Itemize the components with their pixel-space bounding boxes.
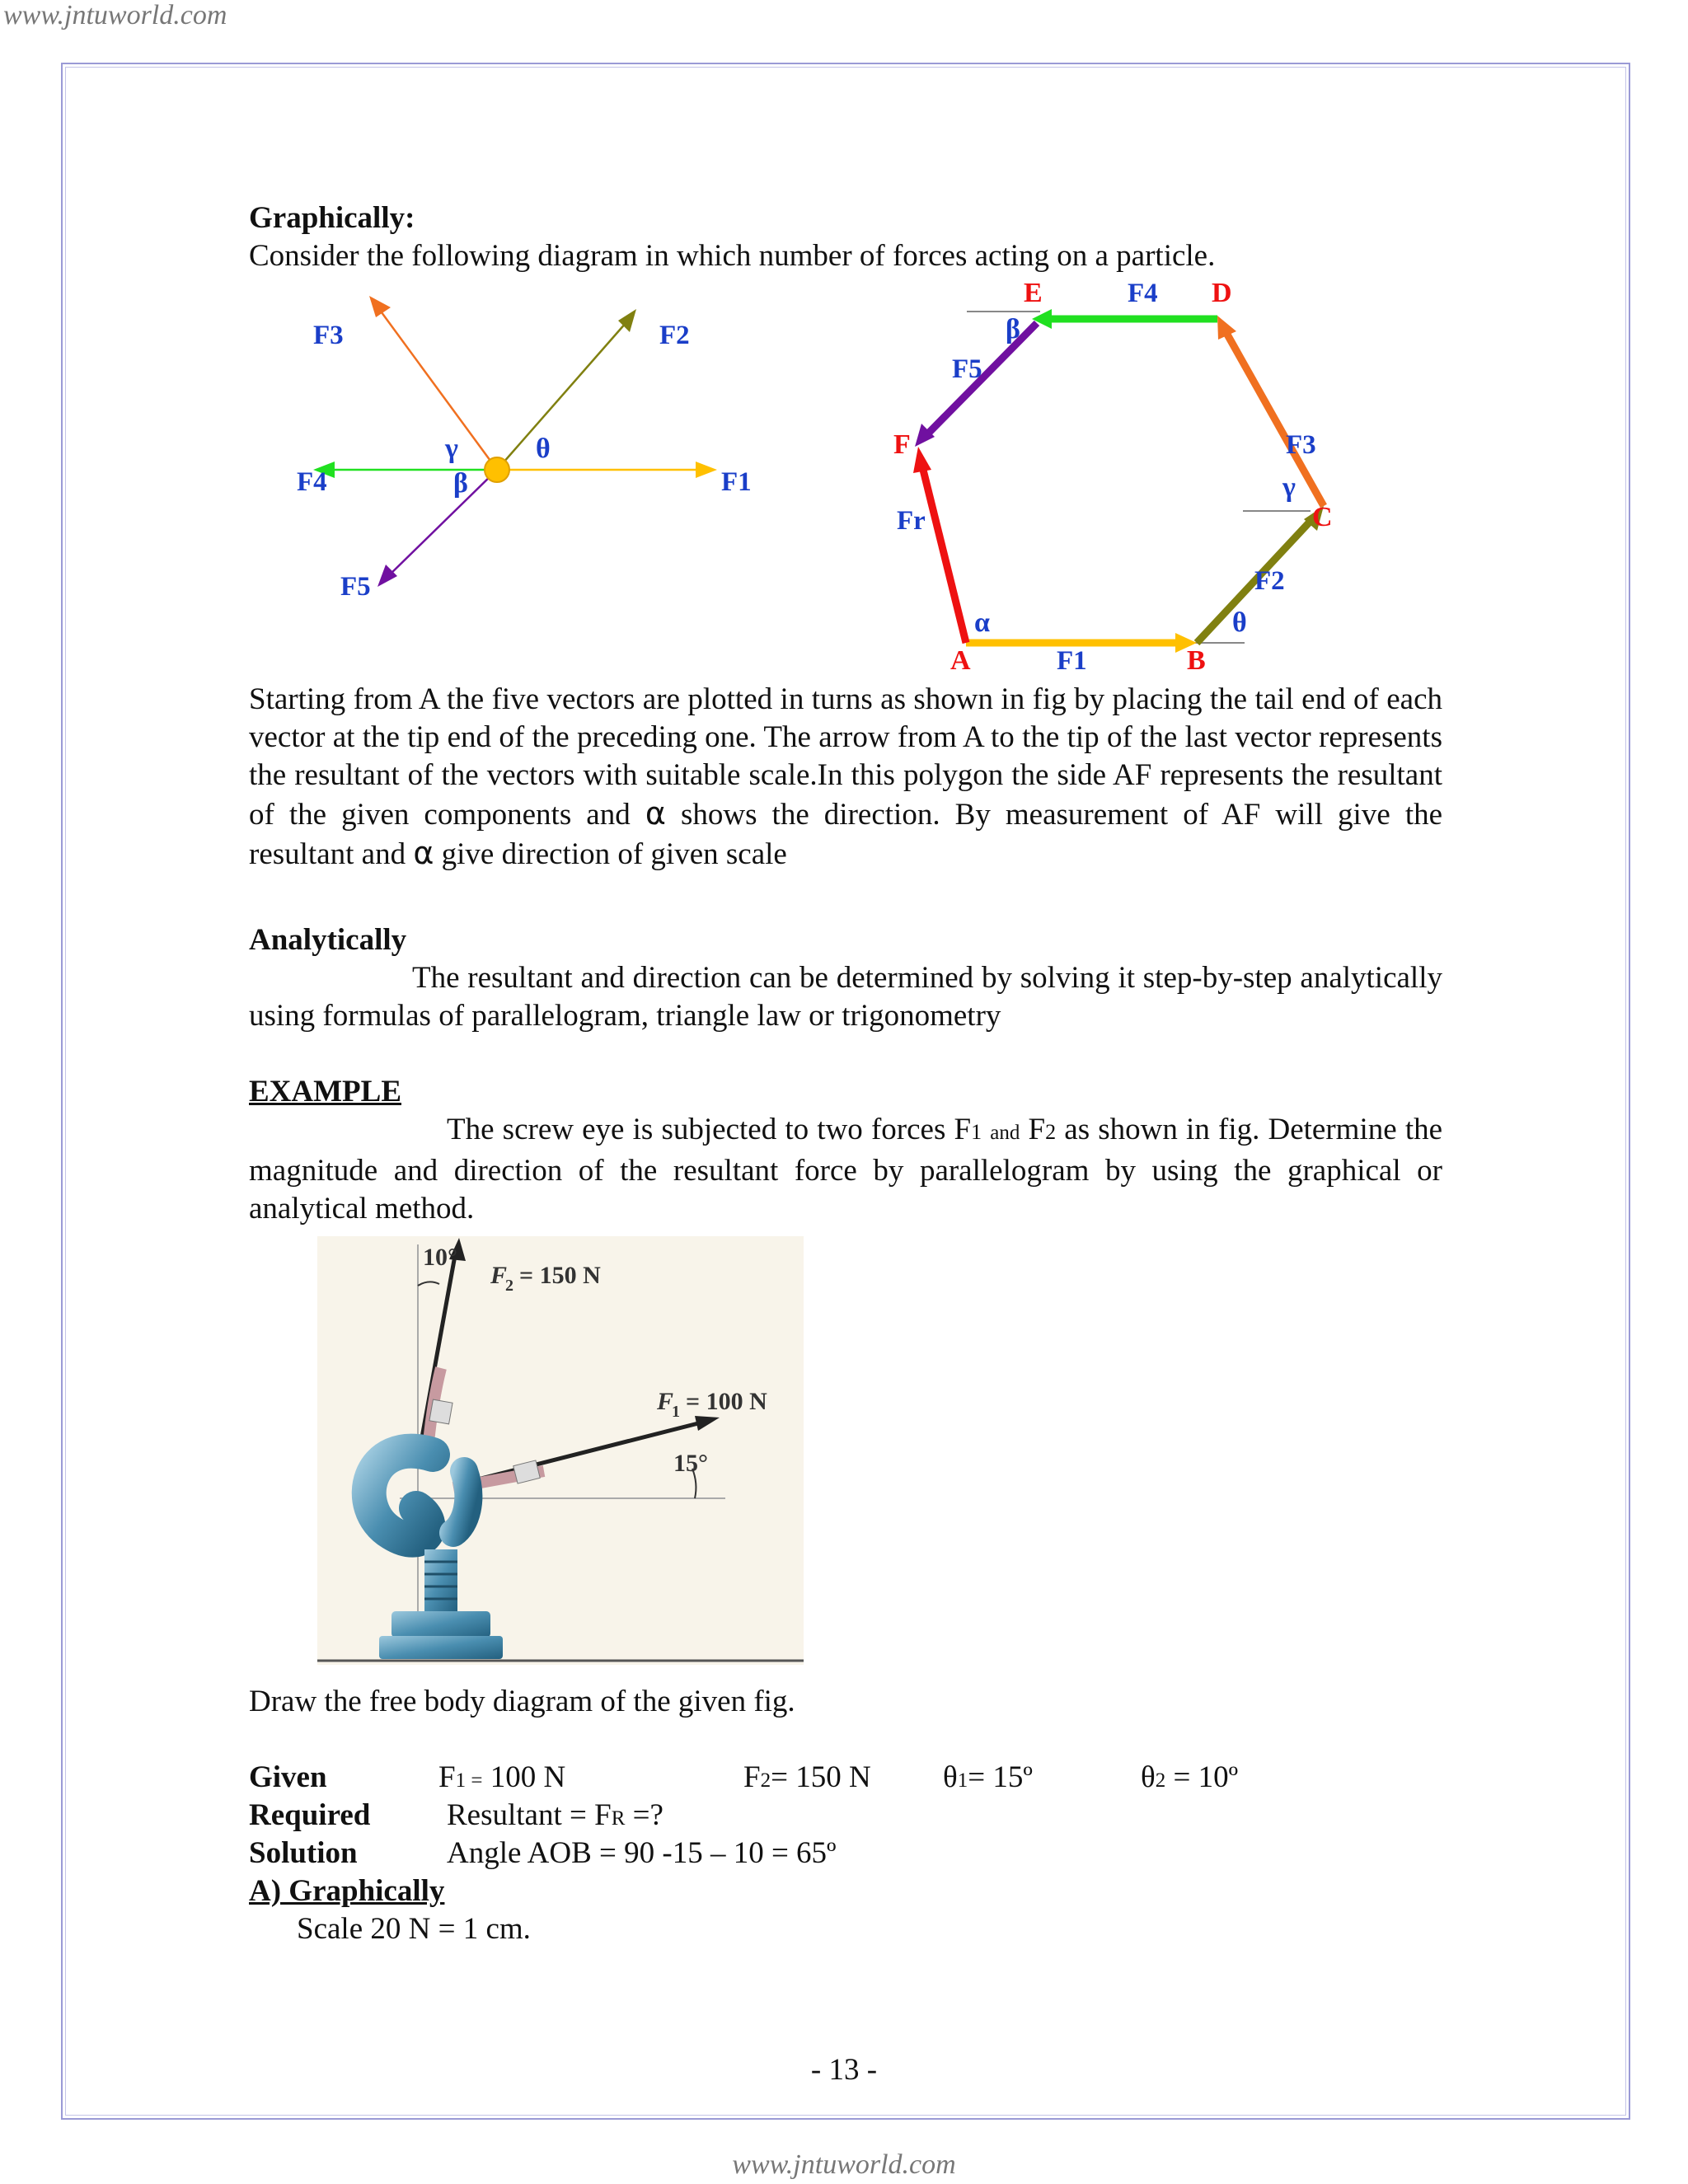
example-sub-2: 2 <box>1045 1120 1057 1144</box>
graphically-a-heading: A) Graphically <box>249 1874 445 1908</box>
fbd-instruction: Draw the free body diagram of the given fig. <box>249 1685 795 1718</box>
given-f2: F2= 150 N <box>743 1760 871 1794</box>
paragraph-polygon-text-a: Starting from A the five vectors are plotted in turns as shown in fig by placing the tail end of each vector at the tip end of the preceding one. The arrow from A to the tip of the last vector represents the resultant of the vectors with suitable scale.In this polygon the side AF represents the resultant of the given components and <box>249 682 1442 832</box>
label-f1: F1 <box>721 467 752 497</box>
f4-vector <box>313 462 497 478</box>
label-f4: F4 <box>297 467 327 497</box>
vertex-f: F <box>893 429 911 460</box>
example-sub-1: 1 <box>971 1120 982 1144</box>
paragraph-polygon <box>249 681 1442 874</box>
watermark-bottom: www.jntuworld.com <box>732 2149 956 2180</box>
f5-vector <box>377 470 497 587</box>
f2-vector <box>497 309 636 470</box>
example-text <box>249 1111 1442 1228</box>
f1-value: = 100 N <box>686 1388 767 1415</box>
f1-subscript: 1 <box>672 1403 680 1421</box>
solution-text: Angle AOB = 90 -15 – 10 = 65º <box>447 1836 837 1870</box>
example-and: and <box>990 1122 1020 1144</box>
example-heading: EXAMPLE <box>249 1075 401 1108</box>
poly-label-gamma: γ <box>1282 472 1296 503</box>
angle-label-top: 10° <box>423 1244 457 1271</box>
required-text: Resultant = FR =? <box>447 1798 663 1832</box>
alpha-symbol-1: α <box>645 795 666 832</box>
given-theta1: θ1= 15º <box>943 1760 1033 1794</box>
label-theta: θ <box>536 434 551 464</box>
f2-subscript: 2 <box>505 1277 513 1295</box>
watermark-top: www.jntuworld.com <box>3 0 227 30</box>
given-f1: F1 = 100 N <box>438 1760 566 1794</box>
poly-label-f5: F5 <box>952 354 982 384</box>
f1-vector <box>497 462 717 478</box>
graphically-heading: Graphically: <box>249 201 415 235</box>
screw-eye-figure <box>317 1236 804 1665</box>
page-number: - 13 - <box>810 2053 878 2087</box>
label-gamma: γ <box>445 434 458 464</box>
poly-label-fr: Fr <box>897 506 926 536</box>
example-text-b: F <box>1028 1113 1046 1146</box>
f3-vector <box>369 296 497 470</box>
label-f5: F5 <box>340 572 371 602</box>
given-theta2: θ2 = 10º <box>1141 1760 1239 1794</box>
poly-label-f1: F1 <box>1057 646 1087 676</box>
required-row <box>249 1797 1442 1835</box>
required-label: Required <box>249 1798 371 1832</box>
poly-label-beta: β <box>1006 314 1020 344</box>
label-f2: F2 <box>659 321 690 350</box>
vertex-a: A <box>950 645 971 676</box>
poly-label-f3: F3 <box>1286 430 1316 460</box>
poly-label-f2: F2 <box>1254 566 1285 596</box>
paragraph-polygon-text-b: shows the direction. By measurement of AF will give the resultant and <box>249 798 1443 871</box>
scale-text: Scale 20 N = 1 cm. <box>297 1912 531 1946</box>
vector-f4-de <box>1032 309 1217 329</box>
f2-value: = 150 N <box>519 1262 601 1289</box>
solution-row <box>249 1835 1442 1872</box>
vertex-e: E <box>1024 278 1043 308</box>
graphically-intro: Consider the following diagram in which number of forces acting on a particle. <box>249 239 1216 273</box>
vertex-b: B <box>1187 645 1206 676</box>
vector-fr-af <box>913 447 966 643</box>
particle <box>485 457 509 482</box>
example-text-c: as shown in fig. Determine the magnitude and direction of the resultant force by parallelogram by using the graphical or analytical method. <box>249 1113 1443 1226</box>
angle-label-right: 15° <box>673 1450 708 1477</box>
analytically-heading: Analytically <box>249 923 407 957</box>
poly-label-theta: θ <box>1232 607 1247 638</box>
analytically-text: The resultant and direction can be determined by solving it step-by-step analytically using formulas of parallelogram, triangle law or trigonometry <box>249 961 1442 1033</box>
f1-label: F <box>657 1388 674 1415</box>
vector-f3-cd <box>1217 316 1324 506</box>
force-polygon-diagram <box>882 272 1393 684</box>
vertex-d: D <box>1212 278 1232 308</box>
poly-label-f4: F4 <box>1128 279 1158 308</box>
solution-label: Solution <box>249 1836 358 1870</box>
alpha-symbol-2: α <box>413 835 434 871</box>
vertex-c: C <box>1312 502 1333 532</box>
f2-label: F <box>490 1262 508 1289</box>
force-diagram <box>280 284 791 614</box>
given-label: Given <box>249 1760 327 1794</box>
label-beta: β <box>453 468 468 499</box>
label-f3: F3 <box>313 321 344 350</box>
example-text-a: The screw eye is subjected to two forces F <box>447 1113 972 1146</box>
poly-label-alpha: α <box>974 607 990 638</box>
paragraph-polygon-text-c: give direction of given scale <box>441 837 787 871</box>
given-row <box>249 1759 1442 1797</box>
